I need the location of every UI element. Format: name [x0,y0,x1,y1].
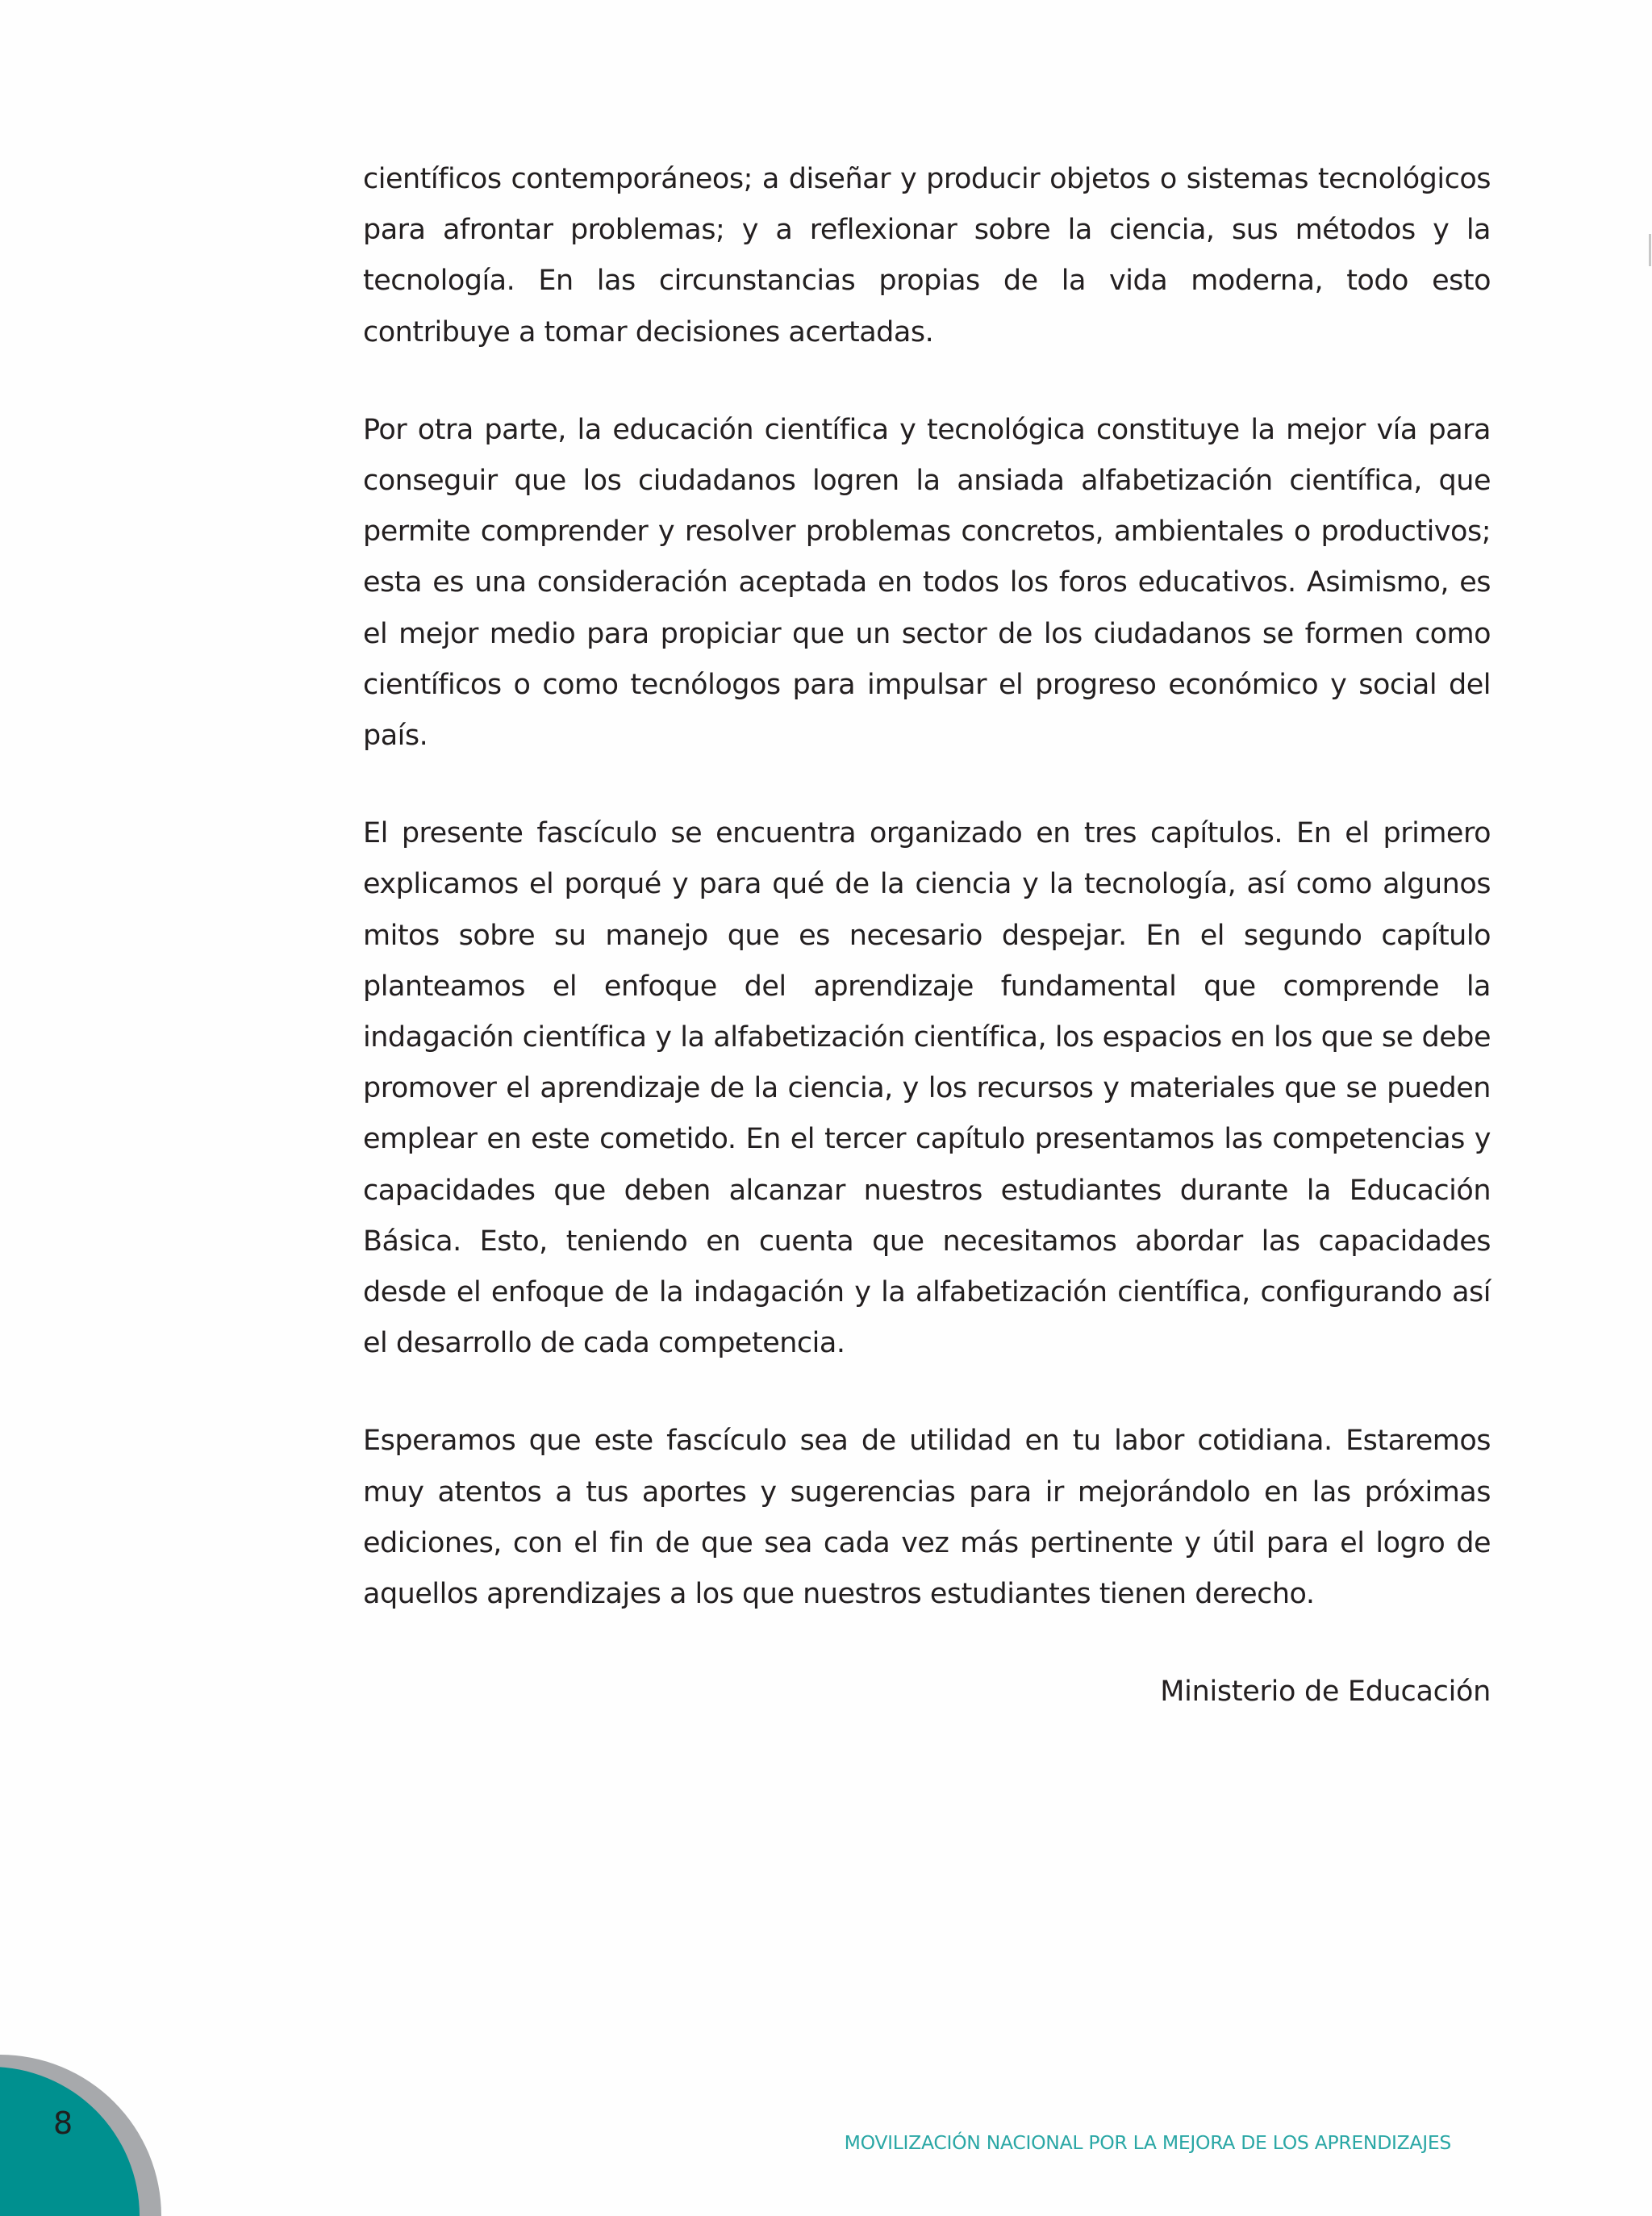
paragraph-3: El presente fascículo se encuentra organizado en tres capítulos. En el primero explicamos el porqué y para qué de la ciencia y la tecnología, así como algunos mitos sobre su manejo que es necesario despejar. En el segundo capítulo planteamos el enfoque del aprendizaje fundamental que comprende la indagación científica y la alfabetización científica, los espacios en los que se debe promover el aprendizaje de la ciencia, y los recursos y materiales que se pueden emplear en este cometido. En el tercer capítulo presentamos las competencias y capacidades que deben alcanzar nuestros estudiantes durante la Educación Básica. Esto, teniendo en cuenta que necesitamos abordar las capacidades desde el enfoque de la indagación y la alfabetización científica, configurando así el desarrollo de cada competencia. [363,817,1491,1360]
page-edge-mark [1649,234,1651,266]
paragraph-1: científicos contemporáneos; a diseñar y producir objetos o sistemas tecnológicos para afrontar problemas; y a reflexionar sobre la ciencia, sus métodos y la tecnología. En las circunstancias propias de la vida moderna, todo esto contribuye a tomar decisiones acertadas. [363,163,1491,348]
body-text [363,154,1491,1717]
paragraph-2: Por otra parte, la educación científica y tecnológica constituye la mejor vía para conseguir que los ciudadanos logren la ansiada alfabetización científica, que permite comprender y resolver problemas concretos, ambientales o productivos; esta es una consideración aceptada en todos los foros educativos. Asimismo, es el mejor medio para propiciar que un sector de los ciudadanos se formen como científicos o como tecnólogos para impulsar el progreso económico y social del país. [363,413,1491,753]
page-number: 8 [53,2105,73,2141]
signature: Ministerio de Educación [1160,1676,1491,1709]
page-corner-tab-graphic [0,2025,161,2216]
running-footer-title: MOVILIZACIÓN NACIONAL POR LA MEJORA DE LOS APRENDIZAJES [844,2131,1451,2154]
paragraph-4: Esperamos que este fascículo sea de utilidad en tu labor cotidiana. Estaremos muy atentos a tus aportes y sugerencias para ir mejorándolo en las próximas ediciones, con el fin de que sea cada vez más pertinente y útil para el logro de aquellos aprendizajes a los que nuestros estudiantes tienen derecho. [363,1425,1491,1611]
